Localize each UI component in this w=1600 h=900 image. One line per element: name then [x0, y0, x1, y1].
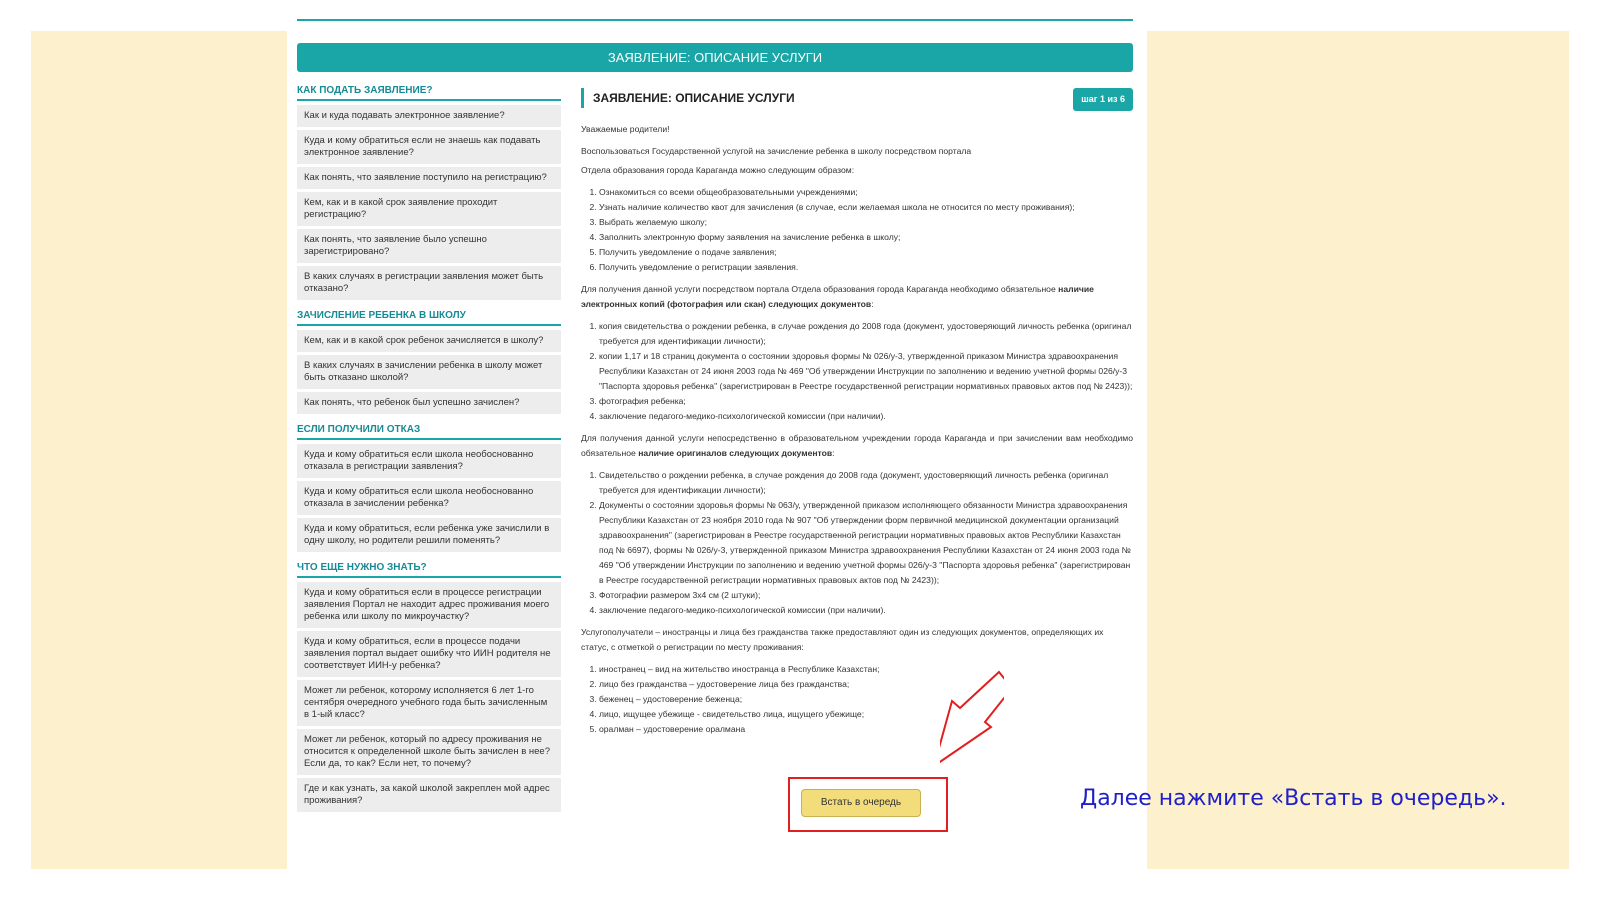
faq-link[interactable]: Как понять, что заявление было успешно зарегистрировано? [297, 229, 561, 263]
steps-list [581, 185, 1133, 275]
main-content [581, 88, 1133, 744]
original-docs-bold: наличие оригиналов следующих документов [638, 448, 833, 458]
faq-link[interactable]: Куда и кому обратиться если школа необоснованно отказала в зачислении ребенка? [297, 481, 561, 515]
list-item: 3. беженец – удостоверение беженца; [599, 692, 1133, 707]
page-banner: ЗАЯВЛЕНИЕ: ОПИСАНИЕ УСЛУГИ [297, 43, 1133, 72]
list-item: 4. Заполнить электронную форму заявления на зачисление ребенка в школу; [599, 230, 1133, 245]
electronic-docs-list [581, 319, 1133, 424]
list-item: 1. Свидетельство о рождении ребенка, в случае рождения до 2008 года (документ, удостоверяющий личность ребенка (оригинал требуется для идентификации личности); [599, 468, 1133, 498]
faq-link[interactable]: Как понять, что ребенок был успешно зачислен? [297, 392, 561, 414]
list-item: 3. фотография ребенка; [599, 394, 1133, 409]
pointer-arrow-icon [940, 668, 1004, 768]
faq-link[interactable]: Кем, как и в какой срок ребенок зачисляется в школу? [297, 330, 561, 352]
highlight-box [788, 777, 948, 832]
faq-link[interactable]: Где и как узнать, за какой школой закреплен мой адрес проживания? [297, 778, 561, 812]
list-item: 1. копия свидетельства о рождении ребенка, в случае рождения до 2008 года (документ, удостоверяющий личность ребенка (оригинал требуется для идентификации личности); [599, 319, 1133, 349]
faq-link[interactable]: В каких случаях в зачислении ребенка в школу может быть отказано школой? [297, 355, 561, 389]
list-item: 4. лицо, ищущее убежище - свидетельство лица, ищущего убежище; [599, 707, 1133, 722]
intro-line-2: Отдела образования города Караганда можно следующим образом: [581, 165, 855, 175]
original-docs-end: : [832, 448, 835, 458]
faq-link[interactable]: Может ли ребенок, который по адресу проживания не относится к определенной школе быть зачислен в нее? Если да, то как? Если нет, то почему? [297, 729, 561, 775]
sidebar-section-heading: ЧТО ЕЩЕ НУЖНО ЗНАТЬ? [297, 562, 561, 578]
greeting: Уважаемые родители! [581, 124, 670, 134]
faq-link[interactable]: Как понять, что заявление поступило на регистрацию? [297, 167, 561, 189]
sidebar-section-heading: ЕСЛИ ПОЛУЧИЛИ ОТКАЗ [297, 424, 561, 440]
list-item: 2. лицо без гражданства – удостоверение лица без гражданства; [599, 677, 1133, 692]
electronic-docs-end: : [871, 299, 874, 309]
main-title: ЗАЯВЛЕНИЕ: ОПИСАНИЕ УСЛУГИ [581, 88, 1133, 108]
list-item: 5. Получить уведомление о подаче заявления; [599, 245, 1133, 260]
list-item: 4. заключение педагого-медико-психологической комиссии (при наличии). [599, 409, 1133, 424]
list-item: 1. Ознакомиться со всеми общеобразовательными учреждениями; [599, 185, 1133, 200]
list-item: 3. Выбрать желаемую школу; [599, 215, 1133, 230]
faq-link[interactable]: Кем, как и в какой срок заявление проходит регистрацию? [297, 192, 561, 226]
list-item: 5. оралман – удостоверение оралмана [599, 722, 1133, 737]
instruction-caption: Далее нажмите «Встать в очередь». [1080, 786, 1507, 811]
sidebar-section-heading: ЗАЧИСЛЕНИЕ РЕБЕНКА В ШКОЛУ [297, 310, 561, 326]
faq-link[interactable]: Куда и кому обратиться если не знаешь как подавать электронное заявление? [297, 130, 561, 164]
foreigners-paragraph: Услугополучатели – иностранцы и лица без гражданства также предоставляют один из следующих документов, определяющих их статус, с отметкой о регистрации по месту проживания: [581, 627, 1104, 652]
electronic-docs-bold: наличие электронных копий (фотография или скан) следующих документов [581, 284, 1094, 309]
queue-button[interactable]: Встать в очередь [801, 789, 921, 817]
faq-link[interactable]: Куда и кому обратиться если в процессе регистрации заявления Портал не находит адрес проживания моего ребенка или школу по микроучастку? [297, 582, 561, 628]
electronic-docs-paragraph [581, 282, 1133, 312]
original-docs-paragraph [581, 431, 1133, 461]
foreigners-docs-list [581, 662, 1133, 737]
electronic-docs-text: Для получения данной услуги посредством портала Отдела образования города Караганда необходимо обязательное [581, 284, 1059, 294]
list-item: 2. копии 1,17 и 18 страниц документа о состоянии здоровья формы № 026/у-3, утвержденной приказом Министра здравоохранения Республики Казахстан от 24 июня 2003 года № 469 "Об утверждении Инструкции по заполнению и ведению учетной формы 026/у-3 "Паспорта здоровья ребенка" (зарегистрирован в Реестре государственной регистрации нормативных правовых актов под № 2423)); [599, 349, 1133, 394]
faq-link[interactable]: В каких случаях в регистрации заявления может быть отказано? [297, 266, 561, 300]
list-item: 3. Фотографии размером 3х4 см (2 штуки); [599, 588, 1133, 603]
list-item: 4. заключение педагого-медико-психологической комиссии (при наличии). [599, 603, 1133, 618]
original-docs-list [581, 468, 1133, 618]
sidebar-section-heading: КАК ПОДАТЬ ЗАЯВЛЕНИЕ? [297, 85, 561, 101]
faq-link[interactable]: Куда и кому обратиться, если в процессе подачи заявления портал выдает ошибку что ИИН родителя не соответствует ИИН-у ребенка? [297, 631, 561, 677]
faq-link[interactable]: Куда и кому обратиться если школа необоснованно отказала в регистрации заявления? [297, 444, 561, 478]
original-docs-text: Для получения данной услуги непосредственно в образовательном учреждении города Караганда и при зачислении вам необходимо обязательное [581, 433, 1133, 458]
faq-link[interactable]: Куда и кому обратиться, если ребенка уже зачислили в одну школу, но родители решили поменять? [297, 518, 561, 552]
step-badge: шаг 1 из 6 [1073, 88, 1133, 111]
portal-page [287, 0, 1147, 900]
faq-link[interactable]: Может ли ребенок, которому исполняется 6 лет 1-го сентября очередного учебного года быть зачисленным в 1-ый класс? [297, 680, 561, 726]
top-divider [297, 19, 1133, 21]
list-item: 6. Получить уведомление о регистрации заявления. [599, 260, 1133, 275]
faq-sidebar [297, 85, 561, 815]
list-item: 2. Узнать наличие количество квот для зачисления (в случае, если желаемая школа не относится по месту проживания); [599, 200, 1133, 215]
list-item: 2. Документы о состоянии здоровья формы № 063/у, утвержденной приказом исполняющего обязанности Министра здравоохранения Республики Казахстан от 23 ноября 2010 года № 907 "Об утверждении форм первичной медицинской документации организаций здравоохранения" (зарегистрирован в Реестре государственной регистрации нормативных правовых актов Республики Казахстан под № 6697), формы № 026/у-3, утвержденной приказом Министра здравоохранения Республики Казахстан от 24 июня 2003 года № 469 "Об утверждении Инструкции по заполнению и ведению учетной формы 026/у-3 "Паспорта здоровья ребенка" (зарегистрирован в Реестре государственной регистрации нормативных правовых актов под № 2423)); [599, 498, 1133, 588]
intro-line-1: Воспользоваться Государственной услугой на зачисление ребенка в школу посредством портала [581, 146, 972, 156]
list-item: 1. иностранец – вид на жительство иностранца в Республике Казахстан; [599, 662, 1133, 677]
faq-link[interactable]: Как и куда подавать электронное заявление? [297, 105, 561, 127]
